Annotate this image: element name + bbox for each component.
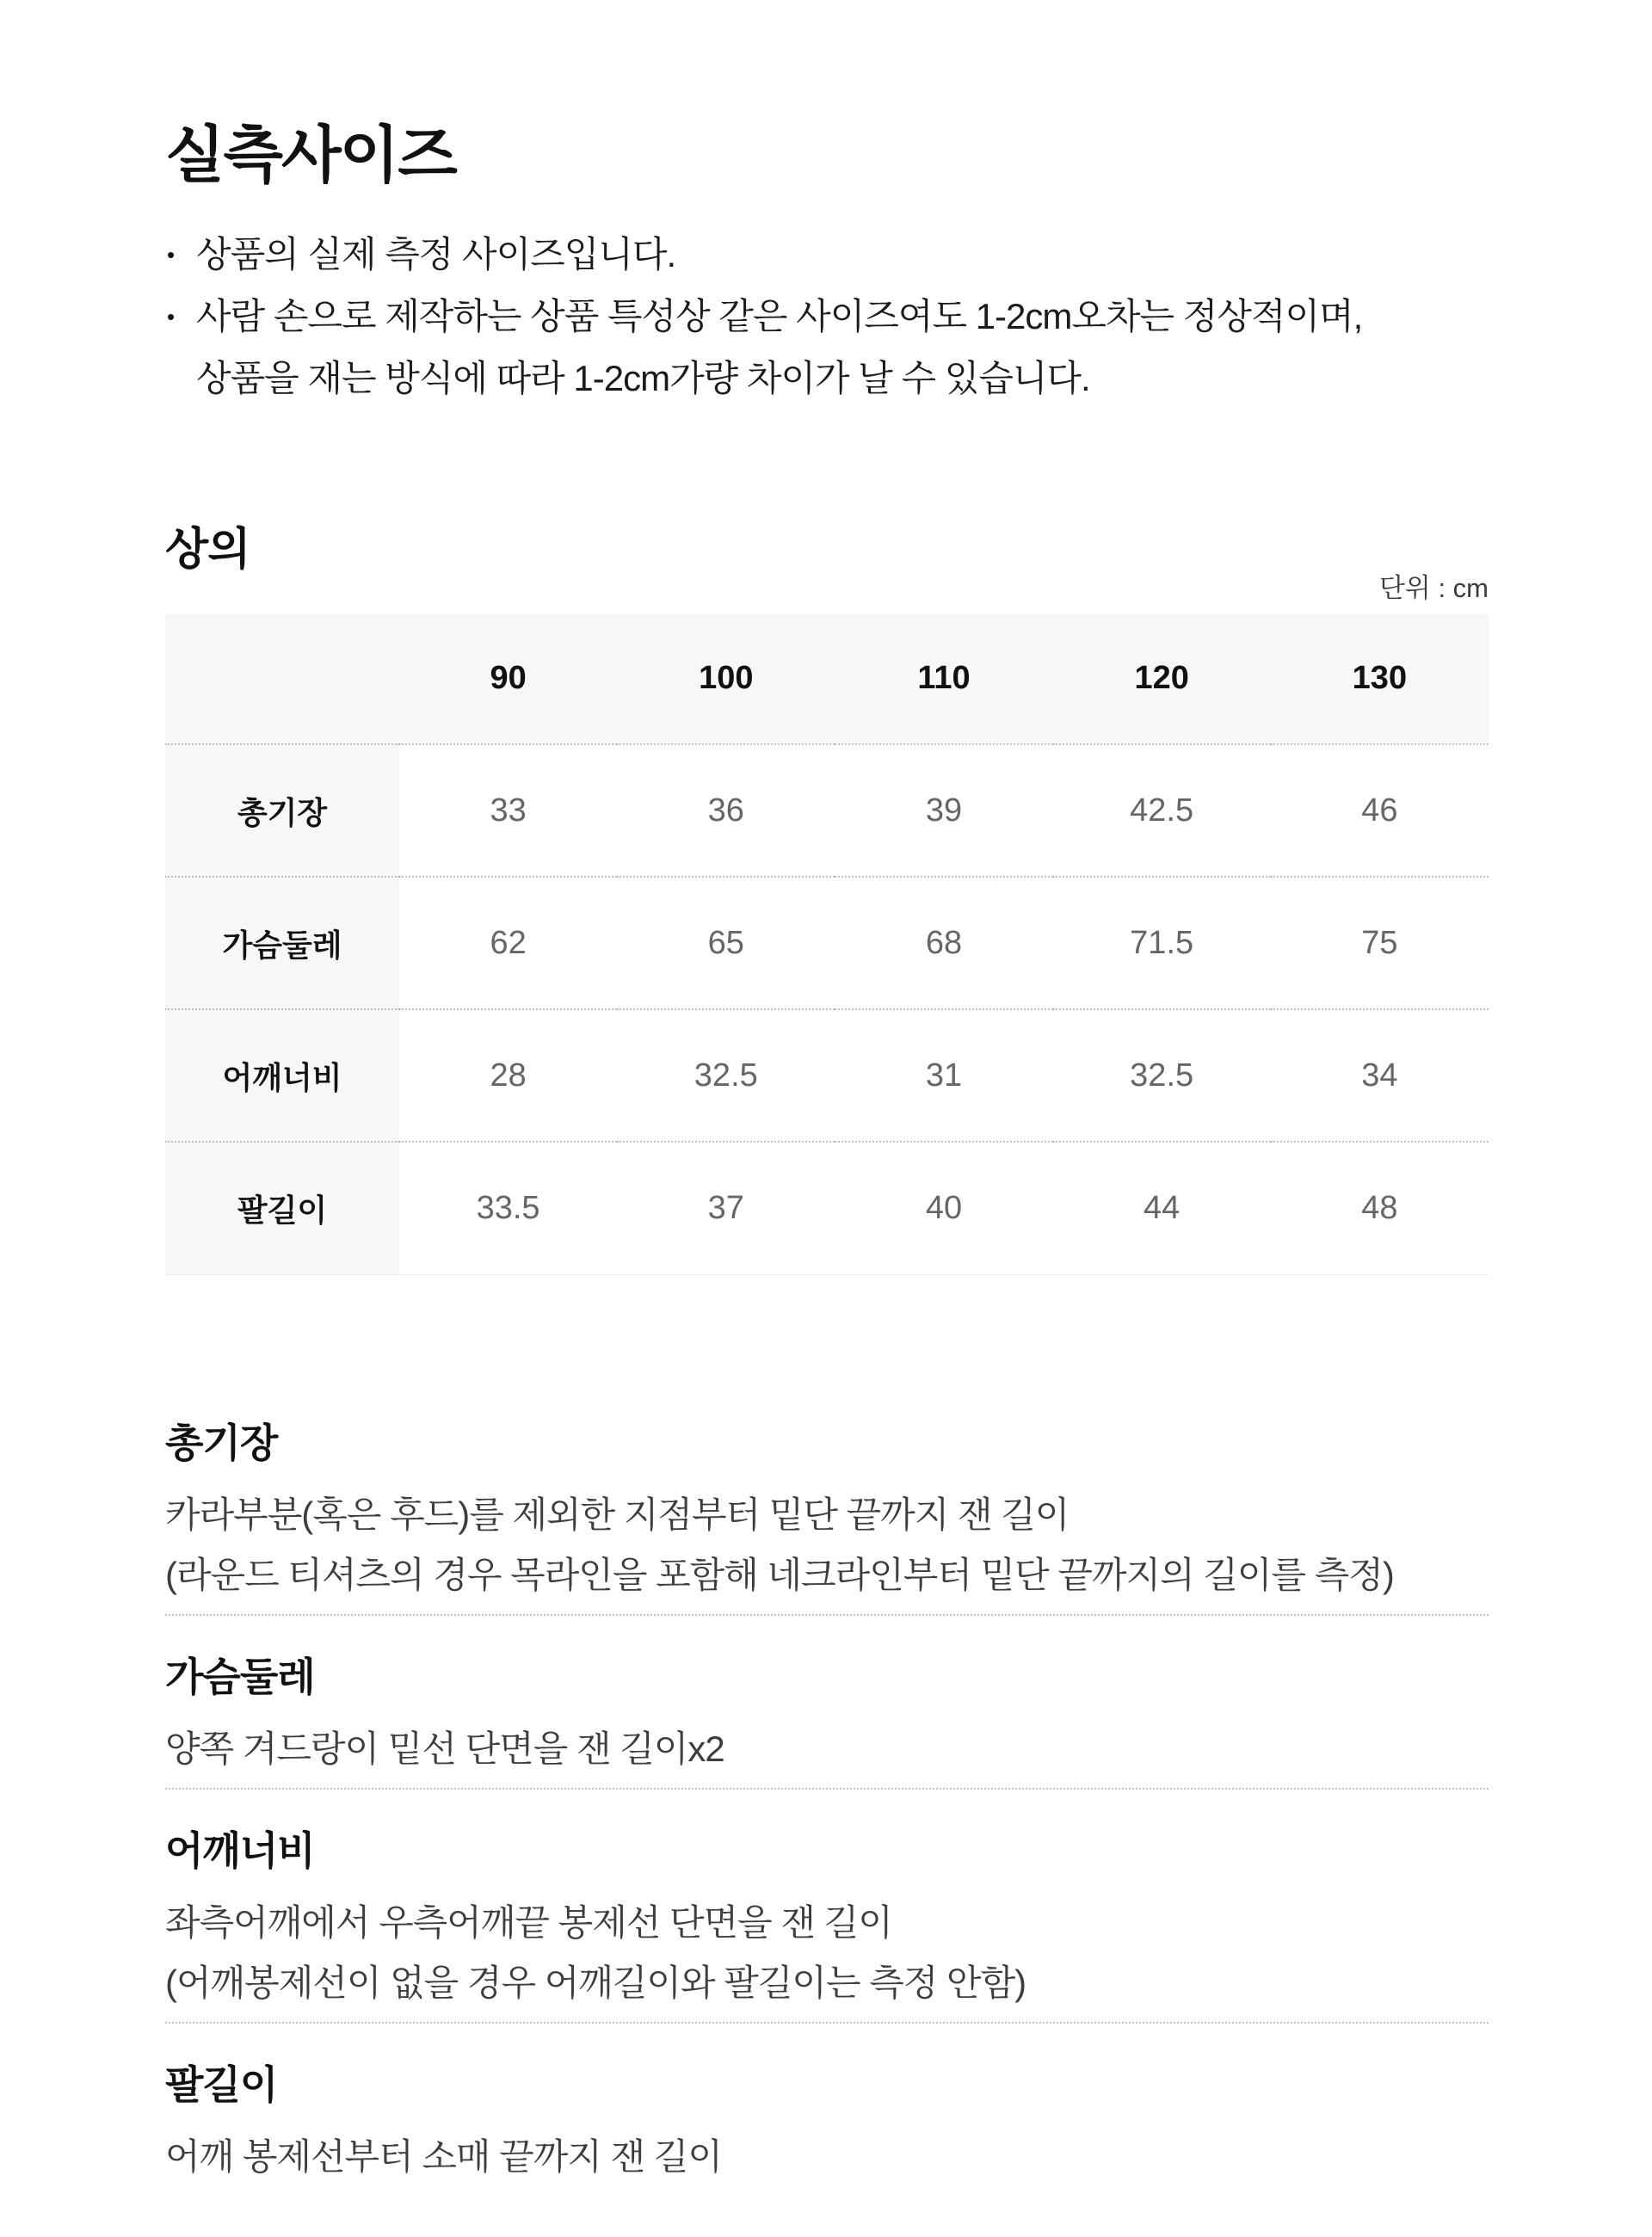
- row-header: 총기장: [165, 744, 399, 877]
- unit-label: 단위 : cm: [1378, 573, 1489, 603]
- definitions: [165, 1420, 1489, 2196]
- size-value: 33.5: [476, 1189, 540, 1226]
- size-value: 36: [707, 792, 744, 829]
- row-header: 팔길이: [165, 1142, 399, 1274]
- size-value: 75: [1361, 924, 1398, 961]
- bullet-icon: •: [167, 242, 175, 268]
- size-column-header: 120: [1053, 613, 1271, 744]
- size-table-row: [165, 744, 1489, 877]
- size-value: 32.5: [1130, 1057, 1194, 1094]
- definition-line: 좌측어깨에서 우측어깨끝 봉제선 단면을 잰 길이: [165, 1901, 892, 1943]
- definition-section: [165, 2022, 1489, 2196]
- size-value: 68: [925, 924, 963, 961]
- definition-line: 양쪽 겨드랑이 밑선 단면을 잰 길이x2: [165, 1728, 724, 1769]
- definition-term: 어깨너비: [165, 1827, 315, 1873]
- size-value: 34: [1361, 1057, 1398, 1094]
- size-table: [165, 613, 1489, 1275]
- page-title: 실측사이즈: [165, 121, 456, 190]
- size-value: 65: [707, 924, 744, 961]
- size-column-header: 110: [835, 613, 1052, 744]
- size-value: 37: [707, 1189, 744, 1226]
- size-value: 39: [925, 792, 963, 829]
- size-value: 31: [925, 1057, 963, 1094]
- size-value: 33: [490, 792, 527, 829]
- definition-section: [165, 1614, 1489, 1788]
- size-table-row: [165, 1142, 1489, 1274]
- note-item: [165, 286, 1489, 410]
- size-table-row: [165, 877, 1489, 1009]
- tops-section-title: 상의: [165, 525, 250, 575]
- size-value: 42.5: [1130, 792, 1194, 829]
- definition-term: 팔길이: [165, 2061, 278, 2107]
- size-value: 32.5: [693, 1057, 758, 1094]
- definition-term: 총기장: [165, 1420, 278, 1465]
- note-line: 상품의 실제 측정 사이즈입니다.: [196, 234, 676, 274]
- definition-term: 가슴둘레: [165, 1654, 315, 1699]
- size-value: 48: [1361, 1189, 1398, 1226]
- size-value: 44: [1143, 1189, 1180, 1226]
- tops-section-header: [165, 525, 1489, 603]
- size-column-header: 90: [399, 613, 617, 744]
- bullet-icon: •: [167, 304, 175, 330]
- size-value: 62: [490, 924, 527, 961]
- row-header: 가슴둘레: [165, 877, 399, 1009]
- definition-line: 카라부분(혹은 후드)를 제외한 지점부터 밑단 끝까지 잰 길이: [165, 1494, 1069, 1535]
- definition-section: [165, 1420, 1489, 1614]
- definition-section: [165, 1788, 1489, 2022]
- definition-line: (라운드 티셔츠의 경우 목라인을 포함해 네크라인부터 밑단 끝까지의 길이를 측정): [165, 1554, 1394, 1595]
- table-corner-cell: [165, 613, 399, 744]
- row-header: 어깨너비: [165, 1009, 399, 1142]
- note-item: [165, 224, 1489, 286]
- size-value: 28: [490, 1057, 527, 1094]
- definition-line: (어깨봉제선이 없을 경우 어깨길이와 팔길이는 측정 안함): [165, 1962, 1026, 2003]
- note-line: 사람 손으로 제작하는 상품 특성상 같은 사이즈여도 1-2cm오차는 정상적이며,: [196, 296, 1363, 336]
- size-value: 40: [925, 1189, 963, 1226]
- size-column-header: 100: [617, 613, 835, 744]
- measurement-notes: [165, 224, 1489, 410]
- size-table-header-row: [165, 613, 1489, 744]
- definition-line: 어깨 봉제선부터 소매 끝까지 잰 길이: [165, 2135, 722, 2177]
- size-value: 71.5: [1130, 924, 1194, 961]
- note-line: 상품을 재는 방식에 따라 1-2cm가량 차이가 날 수 있습니다.: [196, 358, 1090, 398]
- size-value: 46: [1361, 792, 1398, 829]
- size-table-row: [165, 1009, 1489, 1142]
- size-column-header: 130: [1271, 613, 1489, 744]
